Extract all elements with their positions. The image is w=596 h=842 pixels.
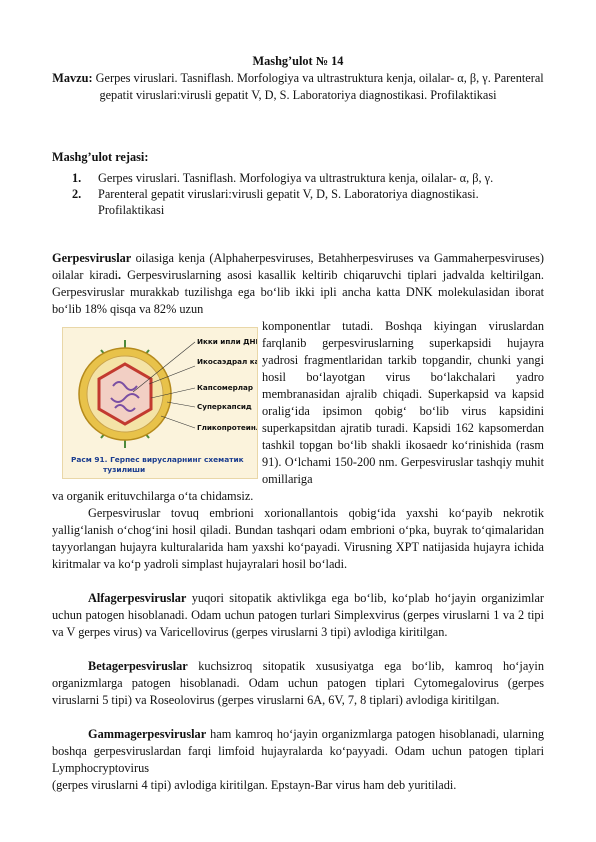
herpes-virus-diagram (63, 328, 257, 478)
alpha-text: yuqori sitopatik aktivlikga ega bo‘lib, ko‘plab ho‘jayin organizimlar uchun patogen hisoblanadi. Odam uchun patogen turlari Simplexvirus (gerpes viruslarni 1 va 2 tipi va V gerpes virus) va Varicellovirus (gerpes viruslarni 3 tipi) avlodiga kiritilgan. (52, 591, 544, 639)
topic (52, 70, 544, 104)
paragraph-cultivation: Gerpesviruslar tovuq embrioni xorionallantois qobig‘ida yaxshi ko‘payib nekrotik yallig‘lanish o‘chog‘ini hosil qiladi. Bundan tashqari odam embrioni o‘pka, buyrak to‘qimalaridan tayyorlangan hujayra kulturalarida ham yaxshi ko‘payadi. Virusning XPT natijasida hujayra ichida kiritmalar va ko‘p yadroli simplast hujayralari hosil bo‘ladi. (52, 506, 544, 571)
intro-text-b: Gerpesviruslarning asosi kasallik keltirib chiqaruvchi tiplari jadvalda keltirilgan. Gerpesviruslar murakkab tuzilishga ega bo‘lib ikki ipli ancha katta DNK molekulasidan iborat bo‘lib 18% qisqa va 82% uzun (52, 268, 544, 316)
plan-item (72, 186, 532, 218)
paragraph-after-figure: va organik erituvchilarga o‘ta chidamsiz. (52, 489, 254, 503)
plan-item (72, 170, 532, 186)
label-capsomers: Капсомерлар (197, 383, 254, 392)
plan-heading: Mashg’ulot rejasi: (52, 150, 149, 164)
paragraph-wrap: komponentlar tutadi. Boshqa kiyingan viruslardan farqlanib gerpesviruslarning superkapsidi hujayra yadrosi fragmentlaridan tarkib topgandir, chunki yangi hosil bo‘layotgan virus bo‘lakchalari yadro membranasidan ajralib chiqadi. Superkapsid va kapsid oralig‘ida ipsimon qobig‘ bo‘lib virus kapsidini superkapsitdan ajratib turadi. Kapsidi 162 kapsomerdan tashkil topgan bo‘lib shakli ikosaedr ko‘rinishida (rasm 91). O‘lchami 150-200 nm. Gerpesviruslar tashqiy muhit omillariga (262, 319, 544, 486)
topic-label: Mavzu: (52, 71, 93, 85)
gamma-text: ham kamroq ho‘jayin organizmlarga patogen hisoblanadi, ularning boshqa gerpesviruslardan farqi limfoid hujayralarda ko‘payyadi. Odam uchun patogen tiplari Lymphocryptovirus (52, 727, 544, 775)
plan-item-number: 1. (72, 171, 82, 185)
paragraph-alpha (52, 590, 544, 641)
figure-caption-line2: тузилиши (103, 465, 146, 474)
icosahedral-capsid (99, 364, 151, 424)
label-dna: Икки ипли ДНК (197, 337, 257, 346)
intro-bold-dot: . (118, 268, 122, 282)
label-capsid: Икосаэдрал к (197, 357, 255, 366)
figure-caption-line1: Расм 91. Герпес вирусларнинг схематик (71, 455, 244, 464)
paragraph-intro (52, 250, 544, 318)
herpes-virus-figure (62, 327, 258, 479)
intro-text-a: oilasiga kenja (Alphaherpesviruses, Betahherpesviruses va Gammaherpesviruses) oilalar kiradi (52, 251, 544, 282)
gamma-last-line: (gerpes viruslarni 4 tipi) avlodiga kiritilgan. Epstayn-Bar virus ham deb yuritiladi. (52, 778, 457, 792)
plan-item-number: 2. (72, 187, 82, 201)
plan-item-text: Parenteral gepatit viruslari:virusli gepatit V, D, S. Laboratoriya diagnostikasi. Profilaktikasi (98, 187, 479, 217)
topic-text: Gerpes viruslari. Tasniflash. Morfologiya va ultrastruktura kenja, oilalar- α, β, γ. Parenteral gepatit viruslari:virusli gepatit V, D, S. Laboratoriya diagnostikasi. Profilaktikasi (95, 71, 544, 102)
label-glycoprotein: Гликопротеин (197, 423, 256, 432)
plan-list (72, 170, 532, 218)
term-alpha: Alfagerpesviruslar (88, 591, 187, 605)
paragraph-gamma (52, 726, 544, 794)
term-gerpesviruslar: Gerpesviruslar (52, 251, 132, 265)
term-beta: Betagerpesviruslar (88, 659, 188, 673)
label-supercapsid: Суперкапсид (197, 402, 252, 411)
plan-item-text: Gerpes viruslari. Tasniflash. Morfologiya va ultrastruktura kenja, oilalar- α, β, γ. (98, 171, 494, 185)
paragraph-beta (52, 658, 544, 709)
term-gamma: Gammagerpesviruslar (88, 727, 207, 741)
page-title: Mashg’ulot № 14 (252, 54, 344, 68)
beta-text: kuchsizroq sitopatik xususiyatga ega bo‘lib, kamroq ho‘jayin organizmlarga patogen hisoblanadi. Odam uchun patogen tiplari Cytomegalovirus (gerpes viruslarni 5 tipi) va Roseolovirus (gerpes viruslarni 6A, 6V, 7, 8 tiplari) avlodiga kiritilgan. (52, 659, 544, 707)
